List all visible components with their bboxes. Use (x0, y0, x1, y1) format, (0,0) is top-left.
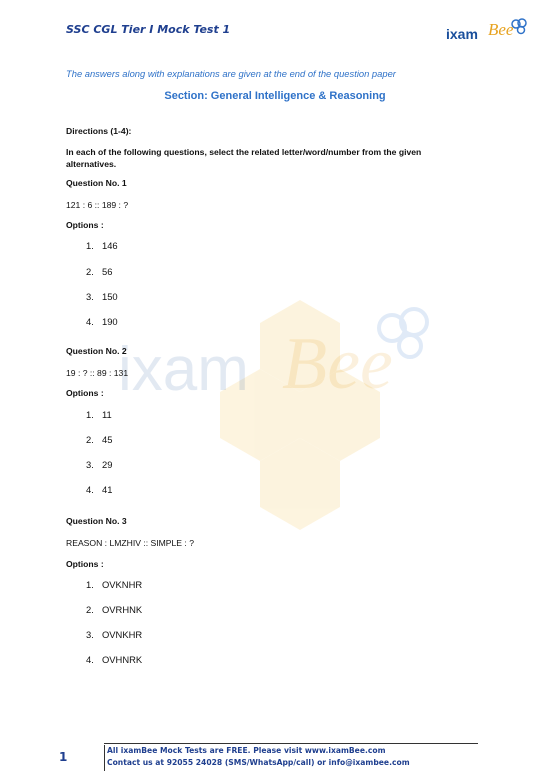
footer-divider (104, 743, 478, 744)
page-number: 1 (59, 750, 68, 764)
question-3-text: REASON : LMZHIV :: SIMPLE : ? (66, 538, 194, 548)
question-2-text: 19 : ? :: 89 : 131 (66, 368, 129, 378)
logo-text-bee: Bee (488, 20, 514, 39)
question-2-option-2[interactable]: 2. 45 (86, 434, 113, 445)
question-3-option-3[interactable]: 3. OVNKHR (86, 629, 143, 640)
question-1-label: Question No. 1 (66, 178, 127, 188)
question-2-option-4[interactable]: 4. 41 (86, 484, 113, 495)
bee-wings-icon (510, 18, 528, 36)
watermark-hexagon (220, 300, 380, 530)
header-title: SSC CGL Tier I Mock Test 1 (66, 23, 231, 36)
question-2-options-label: Options : (66, 388, 104, 398)
question-2-label: Question No. 2 (66, 346, 127, 356)
answers-notice: The answers along with explanations are given at the end of the question paper (66, 68, 396, 79)
footer-free-notice: All ixamBee Mock Tests are FREE. Please visit www.ixamBee.com (107, 746, 386, 755)
question-1-text: 121 : 6 :: 189 : ? (66, 200, 129, 210)
directions-heading: Directions (1-4): (66, 126, 132, 136)
question-3-options-label: Options : (66, 559, 104, 569)
footer-separator (104, 745, 105, 771)
question-3-option-2[interactable]: 2. OVRHNK (86, 604, 143, 615)
footer-contact: Contact us at 92055 24028 (SMS/WhatsApp/call) or info@ixambee.com (107, 758, 410, 767)
logo-text-ixam: ixam (446, 26, 478, 42)
question-3-option-4[interactable]: 4. OVHNRK (86, 654, 143, 665)
question-1-option-3[interactable]: 3. 150 (86, 291, 118, 302)
question-2-option-1[interactable]: 1. 11 (86, 409, 112, 420)
question-2-option-3[interactable]: 3. 29 (86, 459, 113, 470)
question-1-option-4[interactable]: 4. 190 (86, 316, 118, 327)
watermark-bee-wings-icon (379, 309, 427, 357)
brand-logo[interactable] (446, 16, 526, 50)
watermark-ixam: ixam (118, 335, 249, 404)
question-3-label: Question No. 3 (66, 516, 127, 526)
question-3-option-1[interactable]: 1. OVKNHR (86, 579, 143, 590)
question-1-option-1[interactable]: 1. 146 (86, 240, 118, 251)
section-title: Section: General Intelligence & Reasoning (164, 90, 386, 102)
question-1-options-label: Options : (66, 220, 104, 230)
watermark-bee: Bee (282, 323, 393, 405)
question-1-option-2[interactable]: 2. 56 (86, 266, 113, 277)
directions-body: In each of the following questions, select the related letter/word/number from the given alternatives. (66, 147, 422, 169)
